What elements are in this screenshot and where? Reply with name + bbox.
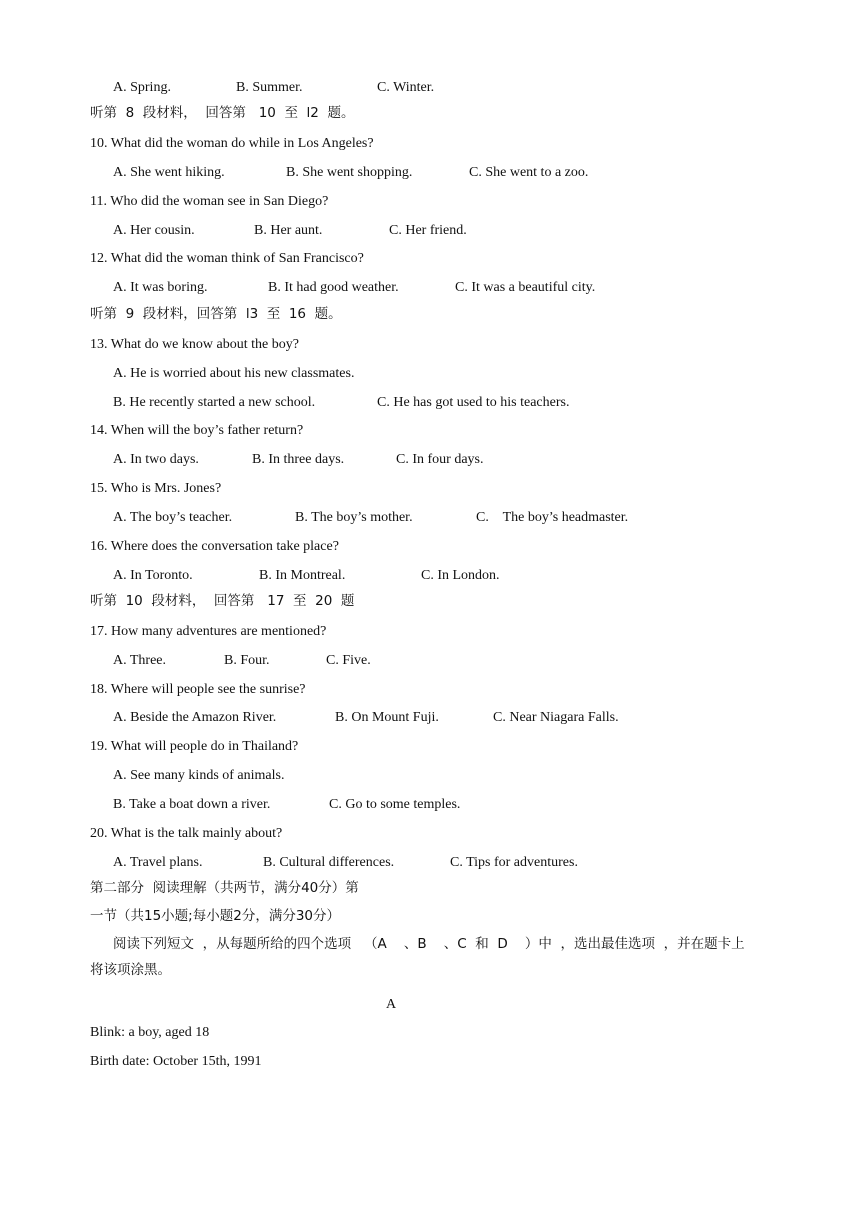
answer-option: B. Her aunt. [254,223,323,238]
question-text: 11. Who did the woman see in San Diego? [90,194,329,209]
answer-option: C. In London. [421,568,500,583]
question-text: 10. What did the woman do while in Los Angeles? [90,136,374,151]
passage-label: A [386,997,397,1012]
answer-option: B. She went shopping. [286,165,413,180]
answer-option: A. It was boring. [113,280,208,295]
answer-option: C. Her friend. [389,223,467,238]
question-text: 13. What do we know about the boy? [90,337,299,352]
question-text: 14. When will the boy’s father return? [90,423,304,438]
section-instruction: 阅读下列短文 ，从每题所给的四个选项 （A 、B 、C 和 D ）中 ，选出最佳选项 ，并在题卡上 [113,936,745,952]
answer-option: A. Three. [113,653,166,668]
answer-option: B. On Mount Fuji. [335,710,439,725]
answer-option: B. In Montreal. [259,568,346,583]
answer-option: C. Tips for adventures. [450,855,578,870]
section-instruction: 将该项涂黑。 [90,962,171,978]
answer-option: C. The boy’s headmaster. [476,510,629,525]
answer-option: A. In two days. [113,452,199,467]
question-text: 15. Who is Mrs. Jones? [90,481,222,496]
answer-option: B. In three days. [252,452,345,467]
question-text: 16. Where does the conversation take place? [90,539,339,554]
answer-option: C. In four days. [396,452,484,467]
answer-option: C. It was a beautiful city. [455,280,596,295]
answer-option: B. Four. [224,653,270,668]
question-text: 17. How many adventures are mentioned? [90,624,327,639]
section-instruction: 听第 8 段材料， 回答第 10 至 l2 题。 [90,105,355,121]
question-text: 12. What did the woman think of San Francisco? [90,251,364,266]
answer-option: A. He is worried about his new classmates. [113,366,355,381]
question-text: 18. Where will people see the sunrise? [90,682,306,697]
answer-option: C. Near Niagara Falls. [493,710,619,725]
answer-option: C. He has got used to his teachers. [377,395,570,410]
section-instruction: 第二部分 阅读理解（共两节，满分40分）第 [90,880,359,896]
section-instruction: 听第 10 段材料， 回答第 17 至 20 题 [90,593,355,609]
answer-option: A. In Toronto. [113,568,193,583]
answer-option: A. The boy’s teacher. [113,510,233,525]
answer-option: A. Beside the Amazon River. [113,710,277,725]
answer-option: B. The boy’s mother. [295,510,413,525]
answer-option: A. See many kinds of animals. [113,768,285,783]
answer-option: A. She went hiking. [113,165,225,180]
answer-option: B. He recently started a new school. [113,395,316,410]
passage-text: Birth date: October 15th, 1991 [90,1054,262,1069]
answer-option: B. Cultural differences. [263,855,395,870]
section-instruction: 听第 9 段材料，回答第 l3 至 16 题。 [90,306,342,322]
answer-option: B. It had good weather. [268,280,399,295]
answer-option: B. Take a boat down a river. [113,797,271,812]
answer-option: C. Go to some temples. [329,797,461,812]
answer-option: A. Her cousin. [113,223,195,238]
passage-text: Blink: a boy, aged 18 [90,1025,210,1040]
answer-option: C. Five. [326,653,371,668]
section-instruction: 一节（共15小题;每小题2分，满分30分） [90,908,340,924]
answer-option: A. Spring. [113,80,171,95]
answer-option: C. Winter. [377,80,435,95]
question-text: 20. What is the talk mainly about? [90,826,283,841]
answer-option: A. Travel plans. [113,855,203,870]
question-text: 19. What will people do in Thailand? [90,739,299,754]
answer-option: C. She went to a zoo. [469,165,589,180]
answer-option: B. Summer. [236,80,303,95]
